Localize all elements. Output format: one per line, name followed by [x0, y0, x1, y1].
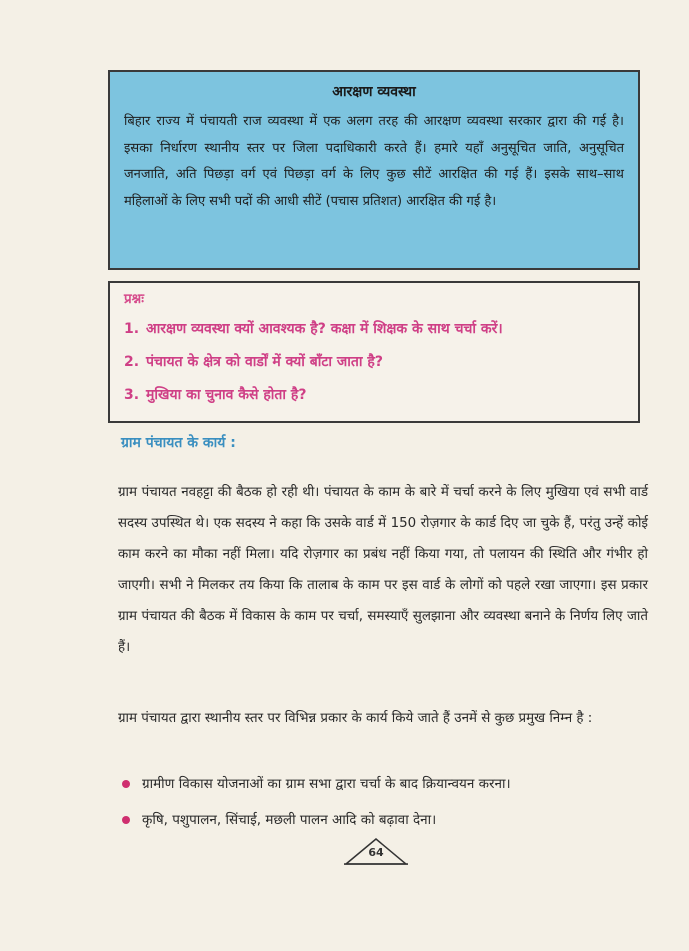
functions-bullet-list [120, 766, 648, 838]
info-box-title: आरक्षण व्यवस्था [332, 84, 416, 100]
reservation-info-box [108, 70, 640, 270]
info-box-text: बिहार राज्य में पंचायती राज व्यवस्था में एक अलग तरह की आरक्षण व्यवस्था सरकार द्वारा की गई है। इसका निर्धारण स्थानीय स्तर पर जिला पदाधिकारी करते हैं। हमारे यहाँ अनुसूचित जाति, अनुसूचित जनजाति, अति पिछड़ा वर्ग एवं पिछड़ा वर्ग के लिए कुछ सीटें आरक्षित की गई हैं। इसके साथ–साथ महिलाओं के लिए सभी पदों की आधी सीटें (पचास प्रतिशत) आरक्षित की गई है। [124, 114, 624, 209]
question-number: 2. [124, 354, 140, 370]
bullet-dot-icon [122, 780, 130, 788]
question-item [124, 346, 624, 379]
questions-box [108, 281, 640, 423]
bullet-item [120, 766, 648, 802]
questions-list [124, 313, 624, 412]
question-number: 3. [124, 387, 140, 403]
body-paragraph-2: ग्राम पंचायत द्वारा स्थानीय स्तर पर विभिन्न प्रकार के कार्य किये जाते हैं उनमें से कुछ प्रमुख निम्न है : [118, 711, 593, 726]
bullet-dot-icon [122, 816, 130, 824]
question-text: पंचायत के क्षेत्र को वार्डों में क्यों बाँटा जाता है? [146, 354, 383, 370]
faint-running-header [95, 28, 295, 42]
body-paragraph-1: ग्राम पंचायत नवहट्टा की बैठक हो रही थी। पंचायत के काम के बारे में चर्चा करने के लिए मुखिया एवं सभी वार्ड सदस्य उपस्थित थे। एक सदस्य ने कहा कि उसके वार्ड में 150 रोज़गार के कार्ड दिए जा चुके हैं, परंतु उन्हें कोई काम करने का मौका नहीं मिला। यदि रोज़गार का प्रबंध नहीं किया गया, तो पलायन की स्थिति और गंभीर हो जाएगी। सभी ने मिलकर तय किया कि तालाब के काम पर इस वार्ड के लोगों को पहले रखा जाएगा। इस प्रकार ग्राम पंचायत की बैठक में विकास के काम पर चर्चा, समस्याएँ सुलझाना और व्यवस्था बनाने के निर्णय लिए जाते हैं। [118, 485, 648, 655]
question-number: 1. [124, 321, 140, 337]
section-heading: ग्राम पंचायत के कार्य : [121, 435, 236, 451]
question-item [124, 313, 624, 346]
page-number-badge [344, 836, 408, 866]
question-text: मुखिया का चुनाव कैसे होता है? [146, 387, 307, 403]
questions-heading: प्रश्नः [124, 291, 144, 307]
question-item [124, 379, 624, 412]
bullet-text: कृषि, पशुपालन, सिंचाई, मछली पालन आदि को बढ़ावा देना। [142, 812, 437, 828]
bullet-text: ग्रामीण विकास योजनाओं का ग्राम सभा द्वारा चर्चा के बाद क्रियान्वयन करना। [142, 776, 511, 792]
bullet-item [120, 802, 648, 838]
page-number: 64 [368, 846, 384, 859]
question-text: आरक्षण व्यवस्था क्यों आवश्यक है? कक्षा में शिक्षक के साथ चर्चा करें। [146, 321, 503, 337]
